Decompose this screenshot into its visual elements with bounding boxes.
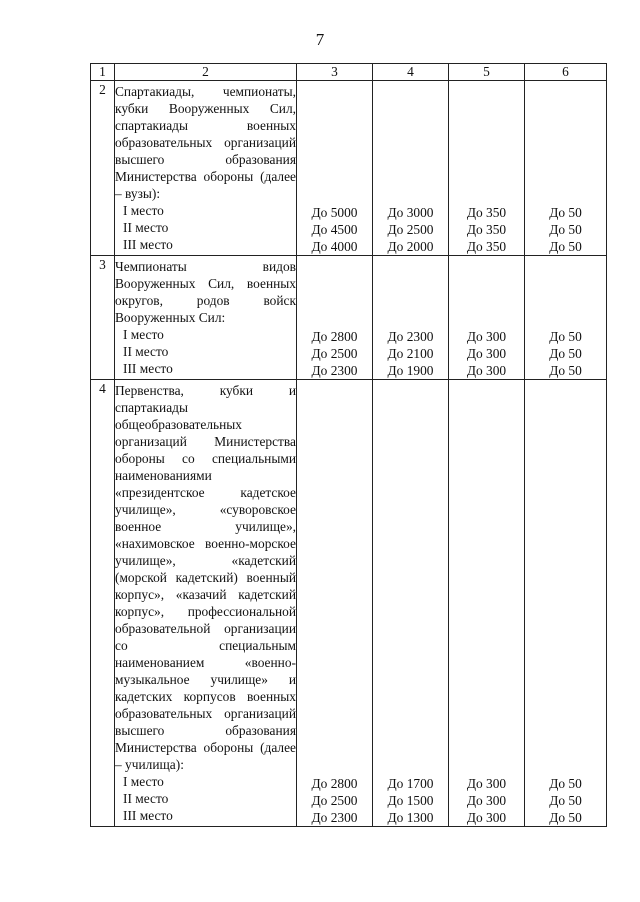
column-number: 1 (91, 64, 115, 81)
row-description-cell (115, 81, 297, 256)
place-label: II место (123, 220, 169, 235)
value: До 2100 (387, 346, 434, 361)
value: До 50 (549, 222, 582, 237)
value-cell (297, 256, 373, 380)
place-label: III место (123, 237, 173, 252)
value-cell (525, 380, 607, 827)
value: До 2500 (387, 222, 434, 237)
value: До 2500 (311, 793, 358, 808)
value-cell (449, 380, 525, 827)
value: До 4500 (311, 222, 358, 237)
table-row (91, 81, 607, 256)
value: До 300 (466, 346, 507, 361)
value: До 5000 (311, 205, 358, 220)
value-cell (525, 256, 607, 380)
value: До 50 (549, 239, 582, 254)
value: До 300 (466, 810, 507, 825)
place-label: II место (123, 344, 169, 359)
value: До 2000 (387, 239, 434, 254)
row-number: 3 (91, 256, 115, 380)
column-number: 6 (525, 64, 607, 81)
value: До 350 (466, 222, 507, 237)
page-number: 7 (315, 30, 325, 49)
row-description-cell (115, 380, 297, 827)
awards-table (90, 63, 607, 827)
value-cell (373, 81, 449, 256)
value-cell (373, 256, 449, 380)
value-cell (297, 380, 373, 827)
value: До 3000 (387, 205, 434, 220)
row-number: 2 (91, 81, 115, 256)
value: До 50 (549, 205, 582, 220)
value: До 300 (466, 363, 507, 378)
row-number: 4 (91, 380, 115, 827)
value: До 50 (549, 810, 582, 825)
value-cell (449, 81, 525, 256)
value: До 2500 (311, 346, 358, 361)
row-description: Первенства, кубки и спартакиады общеобразовательных организаций Министерства обороны со специальными наименованиями «президентское кадетское училище», «суворовское военное училище», «нахимовское военно-морское училище», «кадетский (морской кадетский) военный корпус», «казачий кадетский корпус», профессиональной образовательной организации со специальным наименованием «военно-музыкальное училище» и кадетских корпусов военных образовательных организаций высшего образования Министерства обороны (далее – училища): (115, 383, 296, 772)
value: До 50 (549, 363, 582, 378)
value: До 50 (549, 793, 582, 808)
value: До 300 (466, 776, 507, 791)
value: До 2800 (311, 329, 358, 344)
value-cell (449, 256, 525, 380)
value-cell (373, 380, 449, 827)
value: До 2800 (311, 776, 358, 791)
value: До 350 (466, 205, 507, 220)
value: До 2300 (311, 810, 358, 825)
place-label: III место (123, 361, 173, 376)
row-description: Спартакиады, чемпионаты, кубки Вооруженных Сил, спартакиады военных образовательных организаций высшего образования Министерства обороны (далее – вузы): (115, 84, 296, 201)
value: До 350 (466, 239, 507, 254)
value: До 4000 (311, 239, 358, 254)
place-label: I место (123, 774, 164, 789)
table-row (91, 380, 607, 827)
row-description-cell (115, 256, 297, 380)
value: До 1300 (387, 810, 434, 825)
place-label: I место (123, 327, 164, 342)
column-number: 2 (115, 64, 297, 81)
value-cell (525, 81, 607, 256)
place-label: III место (123, 808, 173, 823)
value: До 2300 (387, 329, 434, 344)
row-description: Чемпионаты видов Вооруженных Сил, военных округов, родов войск Вооруженных Сил: (115, 259, 296, 325)
value: До 50 (549, 776, 582, 791)
value: До 1900 (387, 363, 434, 378)
table-row (91, 256, 607, 380)
value: До 50 (549, 346, 582, 361)
value-cell (297, 81, 373, 256)
column-number: 4 (373, 64, 449, 81)
value: До 50 (549, 329, 582, 344)
value: До 1700 (387, 776, 434, 791)
place-label: I место (123, 203, 164, 218)
column-number: 5 (449, 64, 525, 81)
value: До 300 (466, 329, 507, 344)
value: До 1500 (387, 793, 434, 808)
column-number: 3 (297, 64, 373, 81)
value: До 2300 (311, 363, 358, 378)
column-number-row (91, 64, 607, 81)
place-label: II место (123, 791, 169, 806)
value: До 300 (466, 793, 507, 808)
